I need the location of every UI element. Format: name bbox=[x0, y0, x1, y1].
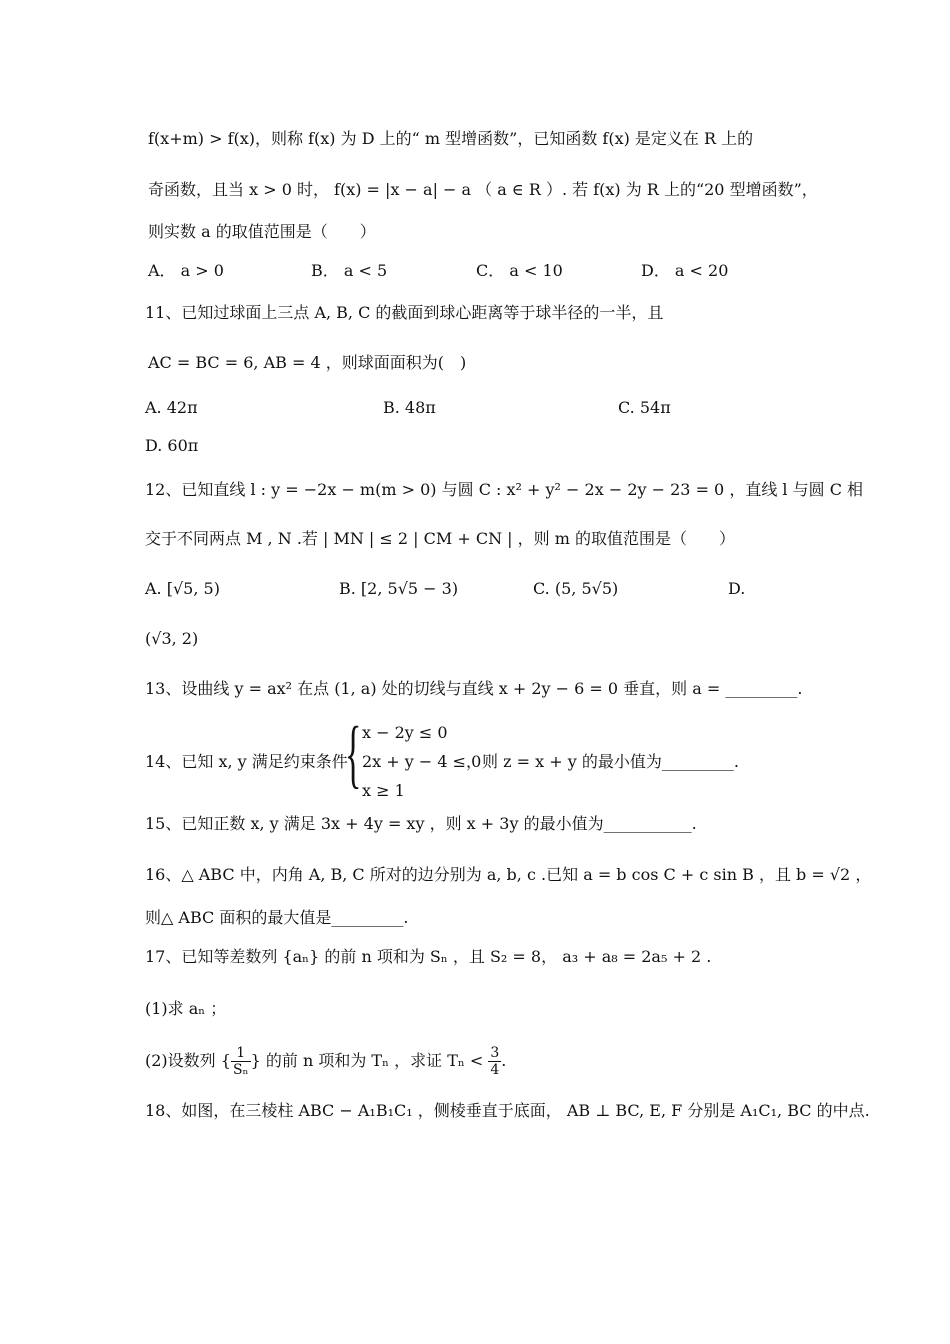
q15-line1: 15、已知正数 x, y 满足 3x + 4y = xy ，则 x + 3y 的最小值为___________. bbox=[145, 814, 697, 833]
q17-part2-end: . bbox=[501, 1051, 507, 1070]
q17-part2-fraction bbox=[231, 1045, 251, 1078]
q16-line1: 16、△ ABC 中，内角 A, B, C 所对的边分别为 a, b, c .已知 a = b cos C + c sin B ，且 b = √2 ， bbox=[145, 865, 872, 884]
q14-prefix: 14、已知 x, y 满足约束条件 bbox=[145, 752, 348, 771]
q12-option-a: A. [√5, 5) bbox=[145, 579, 220, 598]
q14-constraint-2: 2x + y − 4 ≤ 0 bbox=[362, 752, 482, 771]
q12-option-b: B. [2, 5√5 − 3) bbox=[339, 579, 459, 598]
q17-part2-prefix: (2)设数列 { bbox=[145, 1051, 231, 1070]
q10-option-a: A． a > 0 bbox=[148, 261, 224, 280]
q11-line1: 11、已知过球面上三点 A, B, C 的截面到球心距离等于球半径的一半，且 bbox=[145, 303, 664, 322]
q10-line1: f(x+m) > f(x)，则称 f(x) 为 D 上的“ m 型增函数”，已知函数 f(x) 是定义在 R 上的 bbox=[148, 129, 754, 148]
q14-brace: { bbox=[345, 712, 362, 796]
q11-option-a: A. 42π bbox=[145, 398, 198, 417]
q11-option-b: B. 48π bbox=[383, 398, 436, 417]
q18-line1: 18、如图，在三棱柱 ABC − A₁B₁C₁ ，侧棱垂直于底面， AB ⊥ BC, E, F 分别是 A₁C₁, BC 的中点. bbox=[145, 1101, 870, 1120]
q12-option-d-value: (√3, 2) bbox=[145, 629, 199, 648]
q13-line1: 13、设曲线 y = ax² 在点 (1, a) 处的切线与直线 x + 2y − 6 = 0 垂直，则 a = _________. bbox=[145, 679, 803, 698]
q10-line2: 奇函数，且当 x > 0 时， f(x) = |x − a| − a （ a ∈ R ）. 若 f(x) 为 R 上的“20 型增函数”， bbox=[148, 180, 818, 199]
q10-option-b: B． a < 5 bbox=[311, 261, 388, 280]
q17-part2-fraction-denominator: Sₙ bbox=[232, 1062, 249, 1078]
q14-constraint-3: x ≥ 1 bbox=[362, 781, 405, 800]
q10-line3: 则实数 a 的取值范围是（ ） bbox=[148, 222, 376, 241]
q17-line1: 17、已知等差数列 {aₙ} 的前 n 项和为 Sₙ ，且 S₂ = 8， a₃ + a₈ = 2a₅ + 2 . bbox=[145, 947, 712, 966]
q17-part2-fraction-numerator: 1 bbox=[231, 1045, 251, 1062]
q17-bound-numerator: 3 bbox=[490, 1045, 500, 1061]
q14-suffix: ，则 z = x + y 的最小值为_________. bbox=[466, 752, 739, 771]
q17-part2-bound-fraction bbox=[488, 1045, 501, 1078]
q17-part2 bbox=[145, 1045, 506, 1078]
q16-line2: 则△ ABC 面积的最大值是_________. bbox=[145, 908, 409, 927]
q17-part1: (1)求 aₙ ； bbox=[145, 999, 227, 1018]
q17-bound-denominator: 4 bbox=[490, 1062, 500, 1078]
q12-option-c: C. (5, 5√5) bbox=[533, 579, 619, 598]
q10-option-d: D． a < 20 bbox=[641, 261, 729, 280]
q12-line1: 12、已知直线 l : y = −2x − m(m > 0) 与圆 C : x² + y² − 2x − 2y − 23 = 0 ，直线 l 与圆 C 相 bbox=[145, 480, 864, 499]
q17-part2-middle: } 的前 n 项和为 Tₙ ，求证 Tₙ < bbox=[250, 1051, 484, 1070]
q11-option-c: C. 54π bbox=[618, 398, 671, 417]
q11-line2: AC = BC = 6, AB = 4 ，则球面面积为( ) bbox=[148, 353, 467, 372]
q12-option-d: D. bbox=[728, 579, 746, 598]
q11-option-d: D. 60π bbox=[145, 436, 199, 455]
q10-option-c: C． a < 10 bbox=[476, 261, 563, 280]
q12-line2: 交于不同两点 M , N .若 | MN | ≤ 2 | CM + CN | ，则 m 的取值范围是（ ） bbox=[145, 529, 735, 548]
q14-constraint-1: x − 2y ≤ 0 bbox=[362, 723, 448, 742]
